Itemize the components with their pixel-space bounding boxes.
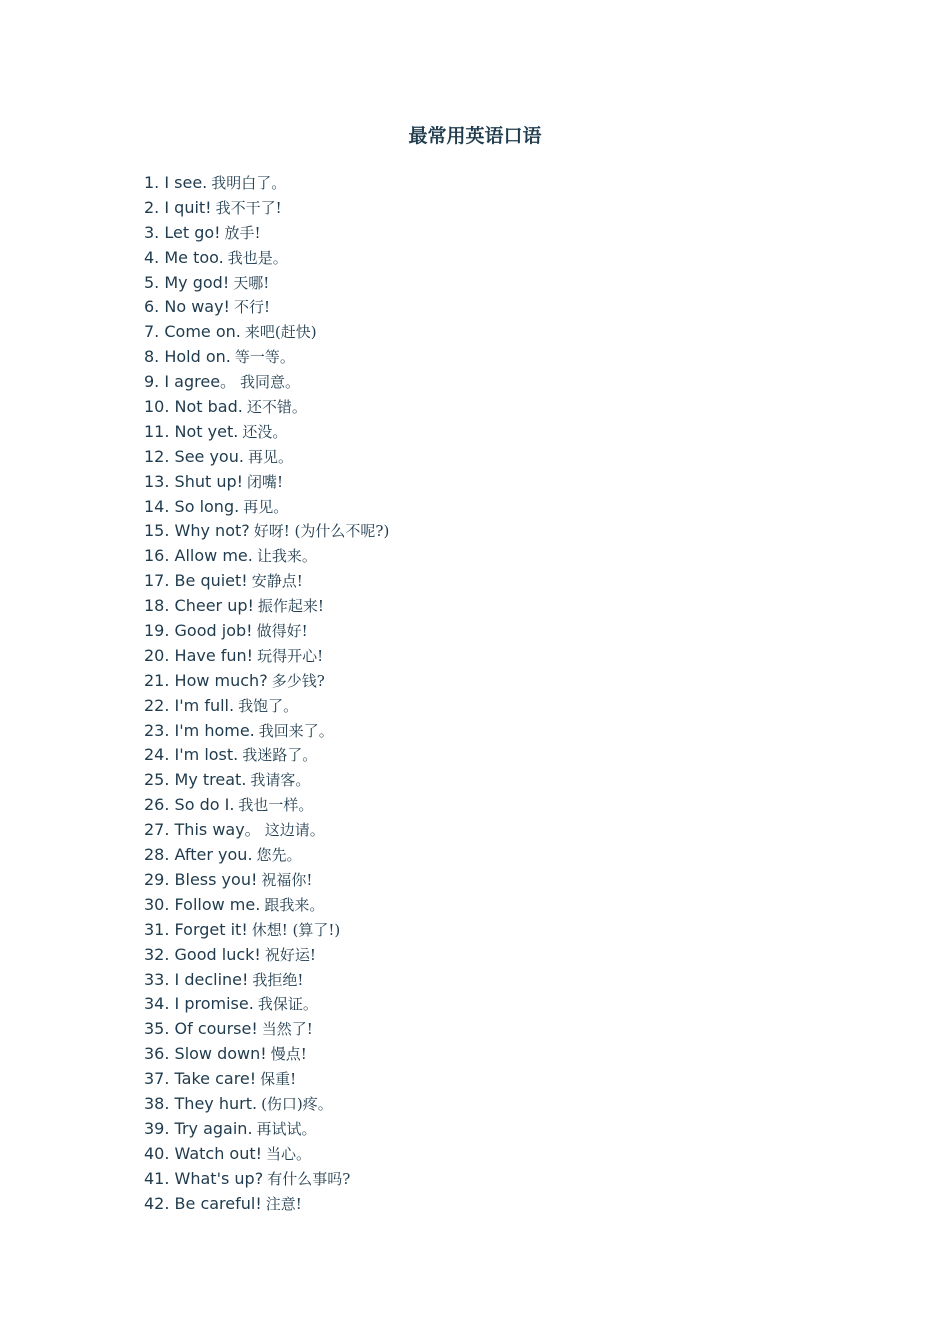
- list-item: [144, 370, 389, 395]
- list-item: [144, 594, 389, 619]
- list-item: [144, 495, 389, 520]
- phrase-english: 9. I agree。: [144, 372, 237, 392]
- phrase-chinese: 放手!: [224, 223, 261, 242]
- list-item: [144, 246, 389, 271]
- list-item: [144, 793, 389, 818]
- list-item: [144, 271, 389, 296]
- phrase-english: 20. Have fun!: [144, 645, 254, 665]
- phrase-chinese: 我请客。: [250, 771, 311, 790]
- list-item: [144, 694, 389, 719]
- list-item: [144, 295, 389, 320]
- phrase-english: 42. Be careful!: [144, 1193, 262, 1213]
- phrase-chinese: 您先。: [256, 846, 302, 865]
- list-item: [144, 1192, 389, 1217]
- list-item: [144, 818, 389, 843]
- list-item: [144, 743, 389, 768]
- phrase-english: 8. Hold on.: [144, 347, 231, 367]
- phrase-chinese: 跟我来。: [264, 895, 325, 914]
- phrase-english: 23. I'm home.: [144, 720, 255, 740]
- phrase-english: 16. Allow me.: [144, 546, 253, 566]
- phrase-chinese: 玩得开心!: [257, 646, 324, 665]
- phrase-english: 5. My god!: [144, 272, 230, 292]
- phrase-chinese: 我回来了。: [258, 721, 334, 740]
- list-item: [144, 345, 389, 370]
- phrase-list: [144, 171, 389, 1216]
- phrase-english: 17. Be quiet!: [144, 571, 248, 591]
- phrase-chinese: 多少钱?: [271, 671, 325, 690]
- phrase-english: 11. Not yet.: [144, 421, 239, 441]
- phrase-english: 22. I'm full.: [144, 695, 235, 715]
- phrase-english: 24. I'm lost.: [144, 745, 239, 765]
- phrase-chinese: 再见。: [247, 447, 293, 466]
- list-item: [144, 221, 389, 246]
- phrase-chinese: 闭嘴!: [247, 472, 284, 491]
- phrase-english: 31. Forget it!: [144, 919, 248, 939]
- phrase-chinese: 天哪!: [233, 273, 270, 292]
- phrase-english: 13. Shut up!: [144, 471, 244, 491]
- list-item: [144, 445, 389, 470]
- phrase-chinese: 做得好!: [256, 622, 308, 641]
- phrase-english: 14. So long.: [144, 496, 240, 516]
- phrase-chinese: 这边请。: [264, 821, 325, 840]
- phrase-chinese: 好呀! (为什么不呢?): [253, 522, 390, 541]
- phrase-chinese: 我不干了!: [215, 198, 282, 217]
- list-item: [144, 1067, 389, 1092]
- phrase-english: 38. They hurt.: [144, 1093, 258, 1113]
- list-item: [144, 768, 389, 793]
- phrase-english: 32. Good luck!: [144, 944, 261, 964]
- phrase-chinese: 我保证。: [257, 995, 318, 1014]
- phrase-chinese: 祝好运!: [264, 945, 316, 964]
- list-item: [144, 1117, 389, 1142]
- phrase-chinese: 等一等。: [234, 348, 295, 367]
- list-item: [144, 868, 389, 893]
- phrase-chinese: 祝福你!: [261, 870, 313, 889]
- phrase-english: 26. So do I.: [144, 795, 235, 815]
- phrase-chinese: 不行!: [233, 298, 270, 317]
- phrase-chinese: 我也一样。: [238, 796, 314, 815]
- list-item: [144, 719, 389, 744]
- phrase-chinese: 再见。: [243, 497, 289, 516]
- phrase-english: 12. See you.: [144, 446, 244, 466]
- phrase-english: 18. Cheer up!: [144, 596, 254, 616]
- phrase-chinese: 休想! (算了!): [251, 920, 341, 939]
- phrase-chinese: 再试试。: [256, 1119, 317, 1138]
- phrase-english: 40. Watch out!: [144, 1143, 263, 1163]
- list-item: [144, 669, 389, 694]
- phrase-english: 28. After you.: [144, 845, 253, 865]
- phrase-english: 41. What's up?: [144, 1168, 264, 1188]
- list-item: [144, 395, 389, 420]
- phrase-english: 36. Slow down!: [144, 1044, 267, 1064]
- phrase-chinese: 来吧(赶快): [244, 323, 317, 342]
- list-item: [144, 943, 389, 968]
- list-item: [144, 843, 389, 868]
- phrase-chinese: 保重!: [260, 1070, 297, 1089]
- list-item: [144, 569, 389, 594]
- phrase-english: 10. Not bad.: [144, 397, 243, 417]
- phrase-chinese: 我迷路了。: [242, 746, 318, 765]
- phrase-english: 19. Good job!: [144, 621, 253, 641]
- phrase-chinese: 我明白了。: [211, 174, 287, 192]
- phrase-english: 27. This way。: [144, 820, 261, 840]
- phrase-chinese: 让我来。: [256, 547, 317, 566]
- list-item: [144, 992, 389, 1017]
- phrase-chinese: 当心。: [266, 1144, 312, 1163]
- list-item: [144, 1142, 389, 1167]
- list-item: [144, 544, 389, 569]
- phrase-english: 35. Of course!: [144, 1019, 258, 1039]
- phrase-english: 33. I decline!: [144, 969, 249, 989]
- list-item: [144, 519, 389, 544]
- list-item: [144, 644, 389, 669]
- list-item: [144, 918, 389, 943]
- phrase-chinese: (伤口)疼。: [261, 1094, 333, 1113]
- phrase-english: 21. How much?: [144, 670, 268, 690]
- phrase-english: 2. I quit!: [144, 197, 212, 217]
- phrase-english: 25. My treat.: [144, 770, 247, 790]
- phrase-english: 4. Me too.: [144, 247, 224, 267]
- phrase-chinese: 还不错。: [246, 398, 307, 417]
- list-item: [144, 320, 389, 345]
- list-item: [144, 1017, 389, 1042]
- phrase-english: 7. Come on.: [144, 322, 241, 342]
- phrase-english: 30. Follow me.: [144, 894, 261, 914]
- list-item: [144, 171, 389, 196]
- list-item: [144, 470, 389, 495]
- phrase-english: 39. Try again.: [144, 1118, 253, 1138]
- phrase-chinese: 当然了!: [261, 1020, 313, 1039]
- list-item: [144, 1092, 389, 1117]
- phrase-english: 15. Why not?: [144, 521, 250, 541]
- phrase-chinese: 我饱了。: [238, 696, 299, 715]
- phrase-english: 3. Let go!: [144, 222, 221, 242]
- phrase-chinese: 还没。: [242, 422, 288, 441]
- phrase-english: 34. I promise.: [144, 994, 254, 1014]
- phrase-english: 1. I see.: [144, 173, 208, 192]
- list-item: [144, 968, 389, 993]
- phrase-chinese: 我同意。: [240, 373, 301, 392]
- list-item: [144, 1042, 389, 1067]
- phrase-chinese: 我拒绝!: [252, 970, 304, 989]
- page-title: 最常用英语口语: [408, 125, 542, 147]
- phrase-chinese: 有什么事吗?: [267, 1169, 351, 1188]
- list-item: [144, 196, 389, 221]
- phrase-chinese: 注意!: [265, 1194, 302, 1213]
- phrase-english: 6. No way!: [144, 297, 230, 317]
- list-item: [144, 420, 389, 445]
- phrase-english: 37. Take care!: [144, 1069, 257, 1089]
- phrase-english: 29. Bless you!: [144, 869, 258, 889]
- phrase-chinese: 安静点!: [251, 572, 303, 591]
- list-item: [144, 619, 389, 644]
- list-item: [144, 1167, 389, 1192]
- list-item: [144, 893, 389, 918]
- phrase-chinese: 振作起来!: [257, 597, 324, 616]
- phrase-chinese: 慢点!: [270, 1045, 307, 1064]
- phrase-chinese: 我也是。: [227, 248, 288, 267]
